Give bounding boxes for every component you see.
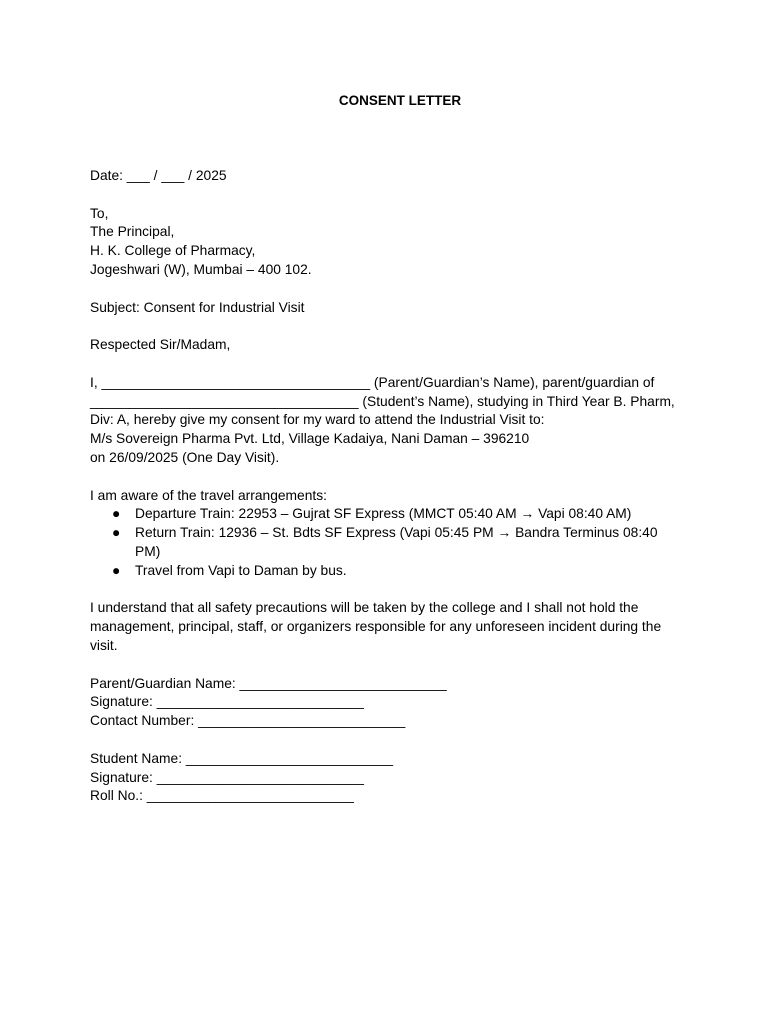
address-institution: H. K. College of Pharmacy, bbox=[90, 243, 256, 259]
spacer bbox=[90, 355, 690, 374]
date-line: Date: ___ / ___ / 2025 bbox=[90, 168, 227, 183]
list-item bbox=[90, 524, 690, 562]
student-signature-field: Signature: ___________________________ bbox=[90, 769, 364, 785]
letter-body bbox=[90, 167, 690, 806]
consent-line: M/s Sovereign Pharma Pvt. Ltd, Village Kadaiya, Nani Daman – 396210 bbox=[90, 431, 530, 447]
list-item bbox=[90, 562, 690, 581]
travel-intro: I am aware of the travel arrangements: bbox=[90, 487, 327, 503]
document-title: CONSENT LETTER bbox=[338, 93, 462, 108]
bullet-icon: ● bbox=[112, 525, 121, 541]
address-to: To, bbox=[90, 205, 109, 221]
spacer bbox=[90, 656, 690, 675]
consent-line: Div: A, hereby give my consent for my ward to attend the Industrial Visit to: bbox=[90, 412, 545, 428]
address-block bbox=[90, 205, 690, 280]
spacer bbox=[90, 468, 690, 487]
roll-number-field: Roll No.: ___________________________ bbox=[90, 788, 354, 804]
list-item-text: Departure Train: 22953 – Gujrat SF Express (MMCT 05:40 AM → Vapi 08:40 AM) bbox=[135, 506, 632, 522]
spacer bbox=[90, 317, 690, 336]
consent-line: on 26/09/2025 (One Day Visit). bbox=[90, 449, 280, 465]
consent-paragraph bbox=[90, 374, 690, 468]
salutation: Respected Sir/Madam, bbox=[90, 337, 231, 353]
bullet-icon: ● bbox=[112, 562, 121, 578]
spacer bbox=[90, 186, 690, 205]
student-name-field: Student Name: ___________________________ bbox=[90, 750, 394, 766]
consent-line: ___________________________________ (Student’s Name), studying in Third Year B. Pharm, bbox=[90, 393, 675, 409]
travel-list bbox=[90, 505, 690, 580]
safety-paragraph bbox=[90, 599, 690, 655]
parent-name-field: Parent/Guardian Name: ___________________________ bbox=[90, 675, 447, 691]
spacer bbox=[90, 581, 690, 600]
bullet-icon: ● bbox=[112, 506, 121, 522]
safety-line: visit. bbox=[90, 637, 118, 653]
safety-line: I understand that all safety precautions will be taken by the college and I shall not hold the bbox=[90, 600, 639, 616]
subject-line: Subject: Consent for Industrial Visit bbox=[90, 299, 305, 315]
address-recipient: The Principal, bbox=[90, 224, 175, 240]
parent-fields bbox=[90, 675, 690, 731]
parent-signature-field: Signature: ___________________________ bbox=[90, 694, 364, 710]
address-location: Jogeshwari (W), Mumbai – 400 102. bbox=[90, 261, 312, 277]
student-fields bbox=[90, 750, 690, 806]
contact-number-field: Contact Number: ___________________________ bbox=[90, 713, 406, 729]
list-item-text: Travel from Vapi to Daman by bus. bbox=[135, 562, 347, 578]
spacer bbox=[90, 280, 690, 299]
safety-line: management, principal, staff, or organizers responsible for any unforeseen incident during the bbox=[90, 619, 662, 635]
consent-line: I, ___________________________________ (Parent/Guardian’s Name), parent/guardian of bbox=[90, 374, 655, 390]
list-item-text: PM) bbox=[135, 543, 161, 559]
spacer bbox=[90, 731, 690, 750]
list-item bbox=[90, 505, 690, 524]
list-item-text: Return Train: 12936 – St. Bdts SF Express (Vapi 05:45 PM → Bandra Terminus 08:40 bbox=[135, 525, 658, 541]
